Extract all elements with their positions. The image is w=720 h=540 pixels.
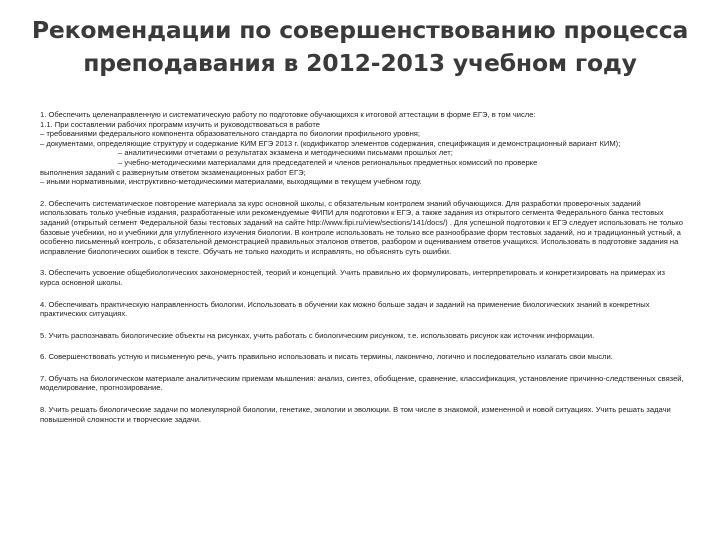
recommendation-item-4: 4. Обеспечивать практическую направленность биологии. Использовать в обучении как можно больше задач и заданий на применение биологических знаний в конкретных практических ситуациях. — [40, 299, 650, 319]
recommendations-body — [40, 110, 686, 424]
recommendation-item-5: 5. Учить распознавать биологические объекты на рисунках, учить работать с биологическим рисунком, т.е. использовать рисунок как источник информации. — [40, 330, 595, 340]
recommendation-item-3: 3. Обеспечить усвоение общебиологических закономерностей, теорий и концепций. Учить правильно их формулировать, интерпретировать и конкретизировать на примерах из курса основной школы. — [40, 268, 665, 287]
recommendation-item-7: 7. Обучать на биологическом материале аналитическим приемам мышления: анализ, синтез, обобщение, сравнение, классификация, установление причинно-следственных связей, моделирование, прогнозирование. — [40, 373, 684, 393]
page-title: Рекомендации по совершенствованию процесса преподавания в 2012-2013 учебном году — [31, 16, 689, 77]
recommendation-item-1 — [40, 110, 686, 187]
item1-line-3: – требованиями федерального компонента образовательного стандарта по биологии профильного уровня; — [40, 129, 421, 139]
item1-indented-2: – учебно-методическими материалами для председателей и членов региональных предметных комиссий по проверке — [118, 157, 538, 167]
recommendation-item-2: 2. Обеспечить систематическое повторение материала за курс основной школы, с обязательным контролем знаний обучающихся. Для разработки проверочных заданий использовать только учебные издания, разработанные или рекомендуемые ФИПИ для подготовки к ЕГЭ, а также задания из открытого сегмента Федерального банка тестовых заданий (открытый сегмент Федеральной базы тестовых заданий на сайте http://www.fipi.ru/view/sections/141/docs/) . Для успешной подготовки к ЕГЭ следует использовать не только базовые учебники, но и учебники для углубленного изучения биологии. В контроле использовать не только все разнообразие форм тестовых заданий, но и традиционный устный, а особенно письменный контроль, с обязательной демонстрацией правильных эталонов ответов, разбором и оцениванием ответов учащихся. Использовать в подготовке задания на исправление биологических ошибок в тексте. Обучать не только находить и исправлять, но объяснять суть ошибки. — [40, 198, 683, 256]
recommendation-item-8: 8. Учить решать биологические задачи по молекулярной биологии, генетике, экологии и эволюции. В том числе в знакомой, измененной и новой ситуациях. Учить решать задачи повышенной сложности и творческие задачи. — [40, 405, 671, 424]
item1-indented-1: – аналитическими отчетами о результатах экзамена и методическими письмами прошлых лет; — [118, 148, 453, 158]
item1-tail-2: – иными нормативными, инструктивно-методическими материалами, выходящими в текущем учебном году. — [40, 177, 422, 187]
item1-tail-1: выполнения заданий с развернутым ответом экзаменационных работ ЕГЭ; — [40, 167, 306, 177]
item1-line-4: – документами, определяющие структуру и содержание КИМ ЕГЭ 2013 г. (кодификатор элементов содержания, спецификация и демонстрационный вариант КИМ); — [40, 138, 621, 148]
recommendation-item-6: 6. Совершенствовать устную и письменную речь, учить правильно использовать и писать термины, лаконично, логично и последовательно излагать свои мысли. — [40, 352, 613, 362]
item1-line-2: 1.1. При составлении рабочих программ изучить и руководствоваться в работе — [40, 119, 320, 129]
item1-line-1: 1. Обеспечить целенаправленную и систематическую работу по подготовке обучающихся к итоговой аттестации в форме ЕГЭ, в том числе: — [40, 110, 536, 119]
